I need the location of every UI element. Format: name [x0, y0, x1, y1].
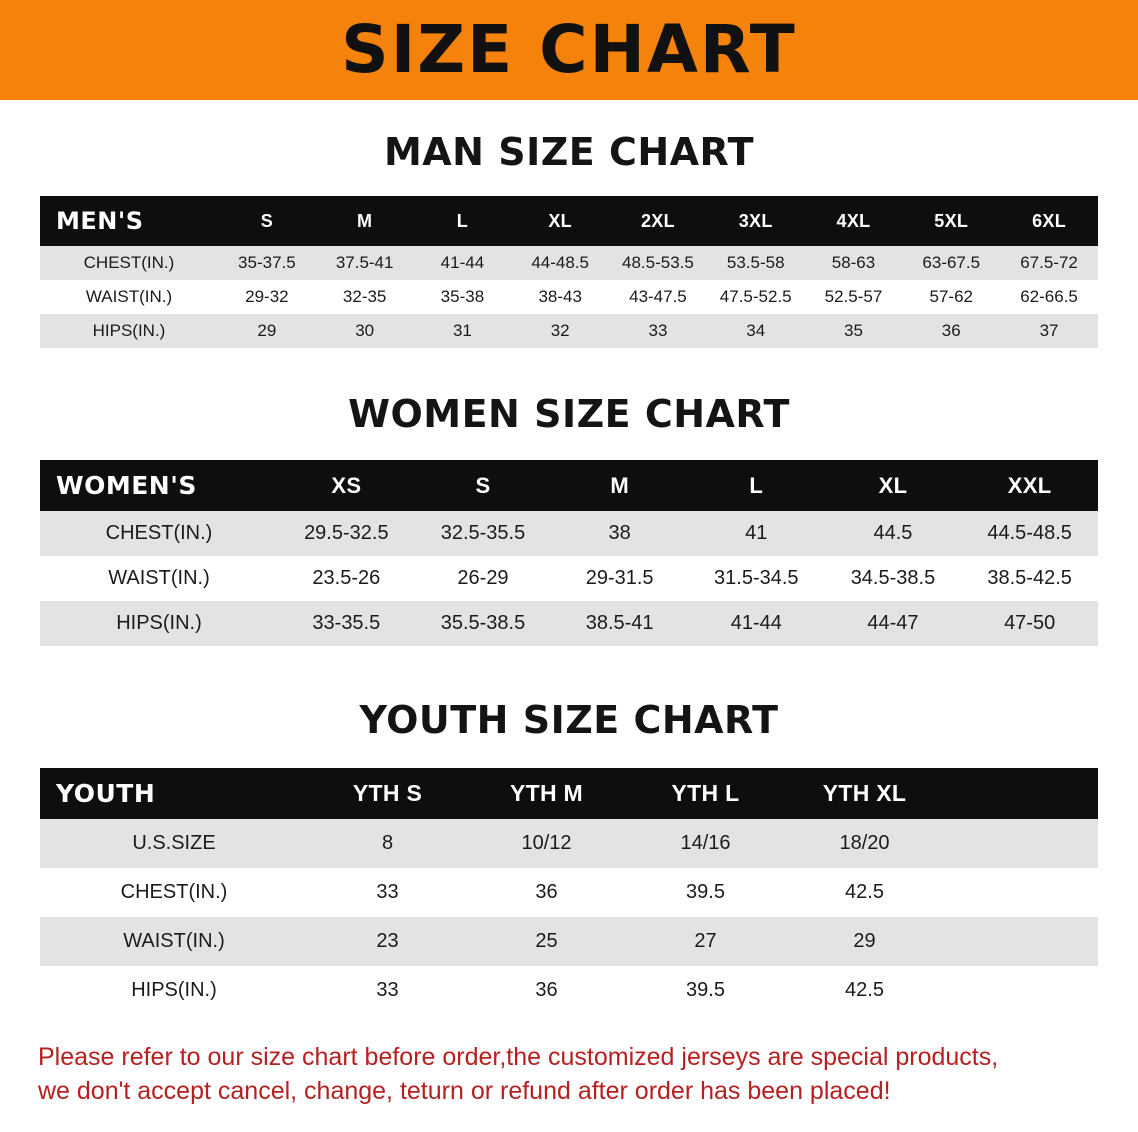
women-table-head — [40, 460, 1098, 511]
table-row — [40, 246, 1098, 280]
man-chest-5xl: 63-67.5 — [902, 246, 1000, 280]
table-row — [40, 280, 1098, 314]
women-header-row — [40, 460, 1098, 511]
youth-us-size-l: 14/16 — [626, 819, 785, 868]
women-waist-xl: 34.5-38.5 — [825, 556, 962, 601]
youth-header-row — [40, 768, 1098, 819]
man-section-heading: MAN SIZE CHART — [383, 130, 755, 174]
table-row — [40, 819, 1098, 868]
page-title: SIZE CHART — [341, 11, 797, 88]
youth-waist-s: 23 — [308, 917, 467, 966]
man-table-body — [40, 246, 1098, 348]
women-waist-l: 31.5-34.5 — [688, 556, 825, 601]
women-label-header: WOMEN'S — [56, 471, 197, 500]
man-waist-m: 32-35 — [316, 280, 414, 314]
man-hips-s: 29 — [218, 314, 316, 348]
man-waist-5xl: 57-62 — [902, 280, 1000, 314]
women-size-table — [40, 460, 1098, 646]
youth-us-size-s: 8 — [308, 819, 467, 868]
youth-section-heading: YOUTH SIZE CHART — [359, 698, 779, 742]
man-col-header-4xl: 4XL — [836, 210, 871, 231]
women-chest-s: 32.5-35.5 — [415, 511, 552, 556]
women-hips-xs: 33-35.5 — [278, 601, 415, 646]
youth-row-label-hips: HIPS(IN.) — [40, 966, 308, 1015]
women-chest-xs: 29.5-32.5 — [278, 511, 415, 556]
youth-us-size-xl: 18/20 — [785, 819, 944, 868]
man-col-header-6xl: 6XL — [1032, 210, 1067, 231]
youth-row-label-us-size: U.S.SIZE — [40, 819, 308, 868]
man-chest-s: 35-37.5 — [218, 246, 316, 280]
youth-row-label-chest: CHEST(IN.) — [40, 868, 308, 917]
disclaimer-line-2: we don't accept cancel, change, teturn or refund after order has been placed! — [38, 1076, 891, 1105]
youth-size-table — [40, 768, 1098, 1015]
youth-row-label-waist: WAIST(IN.) — [40, 917, 308, 966]
youth-hips-xl: 42.5 — [785, 966, 944, 1015]
women-hips-m: 38.5-41 — [551, 601, 688, 646]
man-waist-6xl: 62-66.5 — [1000, 280, 1098, 314]
youth-col-header-l: YTH L — [671, 780, 740, 806]
youth-waist-m: 25 — [467, 917, 626, 966]
youth-label-header: YOUTH — [56, 779, 156, 808]
youth-table-body — [40, 819, 1098, 1015]
youth-waist-l: 27 — [626, 917, 785, 966]
man-chest-m: 37.5-41 — [316, 246, 414, 280]
man-size-table — [40, 196, 1098, 348]
women-chest-m: 38 — [551, 511, 688, 556]
youth-col-header-m: YTH M — [509, 780, 584, 806]
women-hips-s: 35.5-38.5 — [415, 601, 552, 646]
man-hips-3xl: 34 — [707, 314, 805, 348]
man-col-header-s: S — [260, 210, 274, 231]
youth-chest-spacer — [944, 868, 1098, 917]
women-col-header-xs: XS — [331, 472, 362, 498]
youth-chest-xl: 42.5 — [785, 868, 944, 917]
man-chest-2xl: 48.5-53.5 — [609, 246, 707, 280]
man-waist-xl: 38-43 — [511, 280, 609, 314]
man-table-head — [40, 196, 1098, 246]
youth-col-header-spacer — [944, 768, 1098, 819]
women-waist-xxl: 38.5-42.5 — [961, 556, 1098, 601]
youth-hips-m: 36 — [467, 966, 626, 1015]
women-chest-xxl: 44.5-48.5 — [961, 511, 1098, 556]
man-hips-xl: 32 — [511, 314, 609, 348]
man-col-header-l: L — [456, 210, 469, 231]
youth-table-wrap — [40, 768, 1098, 1015]
man-waist-l: 35-38 — [414, 280, 512, 314]
table-row — [40, 556, 1098, 601]
man-hips-l: 31 — [414, 314, 512, 348]
man-waist-4xl: 52.5-57 — [805, 280, 903, 314]
man-chest-6xl: 67.5-72 — [1000, 246, 1098, 280]
youth-waist-xl: 29 — [785, 917, 944, 966]
women-chest-xl: 44.5 — [825, 511, 962, 556]
table-row — [40, 966, 1098, 1015]
youth-us-size-m: 10/12 — [467, 819, 626, 868]
man-col-header-3xl: 3XL — [738, 210, 773, 231]
man-label-header: MEN'S — [56, 207, 144, 235]
man-chest-4xl: 58-63 — [805, 246, 903, 280]
women-waist-xs: 23.5-26 — [278, 556, 415, 601]
women-hips-xl: 44-47 — [825, 601, 962, 646]
man-col-header-2xl: 2XL — [640, 210, 675, 231]
women-section-heading: WOMEN SIZE CHART — [348, 392, 790, 436]
man-table-wrap — [40, 196, 1098, 348]
women-hips-xxl: 47-50 — [961, 601, 1098, 646]
women-col-header-s: S — [475, 472, 491, 498]
man-col-header-m: M — [357, 210, 373, 231]
man-waist-3xl: 47.5-52.5 — [707, 280, 805, 314]
women-waist-s: 26-29 — [415, 556, 552, 601]
youth-col-header-s: YTH S — [352, 780, 423, 806]
table-row — [40, 314, 1098, 348]
youth-waist-spacer — [944, 917, 1098, 966]
women-col-header-xl: XL — [878, 472, 908, 498]
table-row — [40, 917, 1098, 966]
man-header-row — [40, 196, 1098, 246]
table-row — [40, 868, 1098, 917]
youth-chest-l: 39.5 — [626, 868, 785, 917]
banner — [0, 0, 1138, 100]
youth-hips-l: 39.5 — [626, 966, 785, 1015]
women-table-wrap — [40, 460, 1098, 646]
youth-col-header-xl: YTH XL — [822, 780, 907, 806]
disclaimer-note — [38, 1041, 1100, 1109]
youth-chest-m: 36 — [467, 868, 626, 917]
man-col-header-xl: XL — [548, 210, 572, 231]
man-hips-m: 30 — [316, 314, 414, 348]
man-row-label-hips: HIPS(IN.) — [40, 314, 218, 348]
youth-table-head — [40, 768, 1098, 819]
man-chest-xl: 44-48.5 — [511, 246, 609, 280]
table-row — [40, 601, 1098, 646]
women-row-label-hips: HIPS(IN.) — [40, 601, 278, 646]
youth-hips-spacer — [944, 966, 1098, 1015]
man-row-label-waist: WAIST(IN.) — [40, 280, 218, 314]
youth-chest-s: 33 — [308, 868, 467, 917]
man-waist-s: 29-32 — [218, 280, 316, 314]
man-row-label-chest: CHEST(IN.) — [40, 246, 218, 280]
man-col-header-5xl: 5XL — [934, 210, 969, 231]
women-hips-l: 41-44 — [688, 601, 825, 646]
women-waist-m: 29-31.5 — [551, 556, 688, 601]
man-waist-2xl: 43-47.5 — [609, 280, 707, 314]
women-col-header-m: M — [610, 472, 629, 498]
man-hips-5xl: 36 — [902, 314, 1000, 348]
women-row-label-waist: WAIST(IN.) — [40, 556, 278, 601]
women-col-header-l: L — [749, 472, 764, 498]
man-chest-l: 41-44 — [414, 246, 512, 280]
disclaimer-line-1: Please refer to our size chart before order,the customized jerseys are special products, — [38, 1043, 999, 1071]
women-col-header-xxl: XXL — [1007, 472, 1052, 498]
women-row-label-chest: CHEST(IN.) — [40, 511, 278, 556]
youth-us-size-spacer — [944, 819, 1098, 868]
women-chest-l: 41 — [688, 511, 825, 556]
man-hips-4xl: 35 — [805, 314, 903, 348]
youth-hips-s: 33 — [308, 966, 467, 1015]
man-chest-3xl: 53.5-58 — [707, 246, 805, 280]
man-hips-2xl: 33 — [609, 314, 707, 348]
women-table-body — [40, 511, 1098, 646]
man-hips-6xl: 37 — [1000, 314, 1098, 348]
table-row — [40, 511, 1098, 556]
